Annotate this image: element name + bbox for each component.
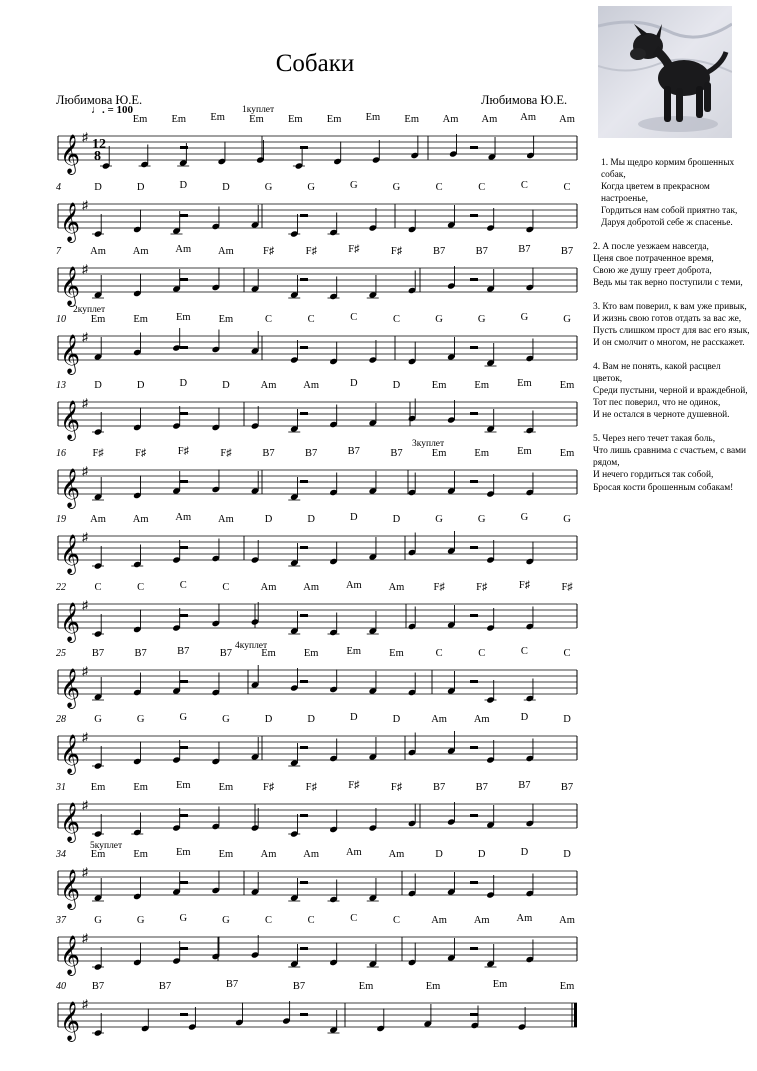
chord-symbol: B7: [305, 448, 318, 459]
lyrics-line: И жизнь свою готов отдать за вас же,: [593, 314, 742, 325]
chord-symbol: B7: [292, 981, 306, 992]
chord-symbol: D: [563, 714, 571, 725]
chord-symbol: G: [392, 182, 401, 193]
chord-symbol: G: [435, 314, 443, 325]
half-rest-icon: [470, 1013, 478, 1016]
chord-symbol: D: [94, 380, 102, 391]
chord-symbol: Em: [559, 981, 575, 992]
measure-number: 10: [56, 314, 66, 325]
lyrics-line: И нечего гордиться так собой,: [593, 470, 714, 481]
chord-symbol: B7: [219, 648, 233, 659]
chord-symbol: G: [94, 714, 102, 725]
lyrics-line: Гордиться нам собой приятно так,: [601, 206, 738, 217]
chord-symbol: Am: [260, 849, 277, 860]
chord-symbol: F♯: [262, 782, 275, 793]
chord-symbol: D: [264, 514, 273, 525]
chord-symbol: C: [520, 180, 528, 191]
half-rest-icon: [300, 480, 308, 483]
chord-symbol: C: [520, 646, 528, 657]
chord-symbol: C: [137, 582, 145, 593]
lyrics-line: Бросая кости брошенным собакам!: [593, 482, 734, 493]
measure-number: 34: [56, 849, 66, 860]
chord-symbol: C: [478, 182, 486, 193]
chord-symbol: G: [435, 514, 443, 525]
chord-symbol: G: [477, 514, 486, 525]
treble-clef-icon: 𝄞: [60, 871, 81, 908]
chord-symbol: Em: [175, 847, 191, 858]
chord-symbol: F♯: [476, 582, 488, 593]
chord-symbol: B7: [225, 979, 239, 990]
chord-symbol: G: [307, 182, 315, 193]
half-rest-icon: [470, 746, 478, 749]
chord-symbol: D: [136, 380, 145, 391]
chord-symbol: Em: [389, 648, 404, 659]
measure-number: 19: [56, 514, 66, 525]
chord-symbol: Am: [345, 847, 362, 858]
chord-symbol: C: [307, 314, 315, 325]
dog-photo-image: [598, 6, 732, 138]
verse-label: 3куплет: [412, 439, 445, 449]
chord-symbol: Am: [218, 514, 234, 525]
chord-symbol: Em: [218, 782, 234, 793]
treble-clef-icon: 𝄞: [60, 804, 81, 841]
chord-symbol: Em: [171, 114, 187, 125]
chord-symbol: D: [179, 180, 188, 191]
treble-clef-icon: 𝄞: [60, 604, 81, 641]
lyrics-line: Ценя свое потраченное время,: [593, 254, 714, 265]
lyrics-stanza-2: [593, 241, 751, 289]
chord-symbol: C: [435, 182, 443, 193]
lyrics-line: 5. Через него течет такая боль,: [593, 434, 716, 445]
half-rest-icon: [470, 412, 478, 415]
treble-clef-icon: 𝄞: [60, 1003, 81, 1040]
chord-symbol: Am: [260, 380, 277, 391]
chord-symbol: Em: [474, 448, 490, 459]
composer-left: Любимова Ю.Е.: [56, 93, 143, 107]
chord-symbol: Am: [175, 244, 192, 255]
chord-symbol: C: [265, 915, 273, 926]
key-signature-sharp-icon: ♯: [82, 330, 88, 344]
chord-symbol: B7: [177, 646, 190, 657]
half-rest-icon: [180, 546, 188, 549]
chord-symbol: Am: [481, 114, 498, 125]
half-rest-icon: [180, 881, 188, 884]
treble-clef-icon: 𝄞: [60, 204, 81, 241]
chord-symbol: F♯: [390, 782, 403, 793]
half-rest-icon: [300, 346, 308, 349]
lyrics-line: Свою же душу греет доброта,: [593, 266, 712, 277]
chord-symbol: Am: [442, 114, 459, 125]
song-title: Собаки: [275, 50, 355, 77]
chord-symbol: D: [392, 380, 401, 391]
treble-clef-icon: 𝄞: [60, 336, 81, 373]
chord-symbol: Am: [559, 114, 575, 125]
chord-symbol: Am: [516, 913, 533, 924]
half-rest-icon: [180, 214, 188, 217]
half-rest-icon: [300, 214, 308, 217]
treble-clef-icon: 𝄞: [60, 268, 81, 305]
verse-label: 5куплет: [90, 841, 123, 851]
half-rest-icon: [180, 947, 188, 950]
key-signature-sharp-icon: ♯: [82, 730, 88, 744]
chord-symbol: Em: [346, 646, 362, 657]
half-rest-icon: [180, 278, 188, 281]
half-rest-icon: [470, 146, 478, 149]
chord-symbol: Em: [133, 782, 148, 793]
chord-symbol: G: [520, 512, 529, 523]
chord-symbol: G: [264, 182, 273, 193]
lyrics-line: Среди пустыни, черной и враждебной,: [593, 386, 748, 397]
treble-clef-icon: 𝄞: [60, 736, 81, 773]
chord-symbol: D: [307, 514, 315, 525]
lyrics-block: [593, 157, 751, 505]
half-rest-icon: [470, 947, 478, 950]
chord-symbol: Am: [303, 849, 320, 860]
chord-symbol: G: [136, 915, 145, 926]
half-rest-icon: [300, 546, 308, 549]
key-signature-sharp-icon: ♯: [82, 396, 88, 410]
chord-symbol: D: [307, 714, 315, 725]
measure-number: 13: [56, 380, 66, 391]
chord-symbol: Em: [517, 378, 532, 389]
half-rest-icon: [470, 680, 478, 683]
measure-number: 37: [56, 915, 66, 926]
measure-number: 22: [56, 582, 66, 593]
chord-symbol: Am: [473, 915, 490, 926]
chord-symbol: Em: [261, 648, 276, 659]
chord-symbol: Em: [425, 981, 441, 992]
chord-symbol: F♯: [561, 582, 573, 593]
half-rest-icon: [180, 746, 188, 749]
chord-symbol: Em: [175, 780, 191, 791]
chord-symbol: Am: [520, 112, 537, 123]
chord-symbol: F♯: [433, 582, 445, 593]
chord-symbol: F♯: [518, 580, 530, 591]
chord-symbol: Em: [90, 782, 106, 793]
dog-photo: [598, 6, 732, 138]
chord-symbol: F♯: [135, 448, 147, 459]
chord-symbol: B7: [475, 782, 488, 793]
measure-number: 16: [56, 448, 66, 459]
half-rest-icon: [180, 680, 188, 683]
chord-symbol: G: [350, 180, 358, 191]
chord-symbol: Am: [132, 514, 149, 525]
chord-symbol: F♯: [177, 446, 189, 457]
key-signature-sharp-icon: ♯: [82, 798, 88, 812]
half-rest-icon: [300, 146, 308, 149]
chord-symbol: Em: [133, 314, 148, 325]
chord-symbol: B7: [158, 981, 172, 992]
chord-symbol: B7: [347, 446, 360, 457]
chord-symbol: Am: [473, 714, 490, 725]
half-rest-icon: [300, 614, 308, 617]
half-rest-icon: [300, 746, 308, 749]
key-signature-sharp-icon: ♯: [82, 464, 88, 478]
measure-number: 28: [56, 714, 66, 725]
half-rest-icon: [300, 680, 308, 683]
chord-symbol: F♯: [220, 448, 232, 459]
measure-number: 40: [56, 981, 66, 992]
chord-symbol: F♯: [390, 246, 403, 257]
chord-symbol: Am: [303, 380, 320, 391]
chord-symbol: Em: [358, 981, 374, 992]
lyrics-stanza-5: [593, 433, 751, 493]
lyrics-line: 1. Мы щедро кормим брошенных собак,: [601, 158, 735, 181]
time-signature-top: 12: [92, 137, 106, 152]
lyrics-stanza-4: [593, 361, 751, 421]
half-rest-icon: [470, 614, 478, 617]
chord-symbol: C: [350, 913, 358, 924]
chord-symbol: B7: [560, 782, 574, 793]
half-rest-icon: [470, 881, 478, 884]
lyrics-line: Когда цветем в прекрасном настроенье,: [601, 182, 710, 205]
lyrics-line: Ведь мы так верно поступили с теми,: [593, 278, 743, 289]
chord-symbol: Am: [431, 915, 447, 926]
chord-symbol: Am: [90, 514, 106, 525]
chord-symbol: D: [392, 714, 401, 725]
chord-symbol: Em: [218, 314, 234, 325]
key-signature-sharp-icon: ♯: [82, 598, 88, 612]
chord-symbol: D: [477, 849, 486, 860]
chord-symbol: F♯: [348, 780, 360, 791]
measure-number: 4: [56, 182, 61, 193]
chord-symbol: B7: [262, 448, 275, 459]
half-rest-icon: [180, 1013, 188, 1016]
lyrics-line: 2. А после уезжаем навсегда,: [593, 242, 709, 253]
chord-symbol: Em: [474, 380, 490, 391]
chord-symbol: Am: [175, 512, 192, 523]
chord-symbol: Em: [133, 849, 148, 860]
lyrics-line: Даруя добротой себе ж спасенье.: [601, 218, 733, 229]
chord-symbol: C: [563, 648, 571, 659]
chord-symbol: Em: [365, 112, 381, 123]
verse-label: 1куплет: [242, 105, 275, 115]
chord-symbol: D: [222, 182, 230, 193]
chord-symbol: Em: [559, 380, 575, 391]
chord-symbol: D: [136, 182, 145, 193]
half-rest-icon: [300, 947, 308, 950]
chord-symbol: Em: [287, 114, 303, 125]
half-rest-icon: [470, 346, 478, 349]
half-rest-icon: [300, 1013, 308, 1016]
chord-symbol: C: [179, 580, 187, 591]
chord-symbol: B7: [518, 780, 531, 791]
chord-symbol: C: [222, 582, 230, 593]
lyrics-line: 4. Вам не понять, какой расцвел цветок,: [593, 362, 721, 385]
chord-symbol: B7: [518, 244, 531, 255]
chord-symbol: B7: [560, 246, 574, 257]
chord-symbol: Am: [388, 849, 405, 860]
chord-symbol: Em: [559, 448, 575, 459]
chord-symbol: D: [264, 714, 273, 725]
lyrics-line: 3. Кто вам поверил, к вам уже привык,: [593, 302, 747, 313]
chord-symbol: C: [94, 582, 102, 593]
half-rest-icon: [300, 412, 308, 415]
chord-symbol: Em: [90, 314, 106, 325]
treble-clef-icon: 𝄞: [60, 536, 81, 573]
chord-symbol: C: [435, 648, 443, 659]
key-signature-sharp-icon: ♯: [82, 198, 88, 212]
treble-clef-icon: 𝄞: [60, 937, 81, 974]
chord-symbol: D: [392, 514, 401, 525]
chord-symbol: G: [136, 714, 145, 725]
chord-symbol: D: [350, 712, 358, 723]
chord-symbol: F♯: [348, 244, 360, 255]
chord-symbol: Am: [388, 582, 405, 593]
chord-symbol: C: [478, 648, 486, 659]
lyrics-line: И не остался в черноте душевной.: [593, 410, 730, 421]
chord-symbol: Em: [431, 448, 447, 459]
chord-symbol: Am: [431, 714, 447, 725]
chord-symbol: D: [520, 712, 529, 723]
chord-symbol: G: [563, 514, 571, 525]
half-rest-icon: [470, 214, 478, 217]
measure-number: 31: [56, 782, 66, 793]
half-rest-icon: [300, 881, 308, 884]
half-rest-icon: [470, 814, 478, 817]
lyrics-line: И он смолчит о многом, не расскажет.: [593, 338, 745, 349]
chord-symbol: G: [179, 712, 188, 723]
chord-symbol: Em: [175, 312, 191, 323]
tempo-marking: ♩. = 100: [91, 104, 134, 116]
chord-symbol: D: [563, 849, 571, 860]
chord-symbol: Em: [431, 380, 447, 391]
chord-symbol: F♯: [305, 246, 317, 257]
chord-symbol: C: [563, 182, 571, 193]
chord-symbol: F♯: [305, 782, 317, 793]
lyrics-line: Тот пес поверил, что не одинок,: [593, 398, 721, 409]
key-signature-sharp-icon: ♯: [82, 664, 88, 678]
half-rest-icon: [180, 814, 188, 817]
chord-symbol: Em: [90, 849, 106, 860]
chord-symbol: F♯: [92, 448, 104, 459]
chord-symbol: B7: [134, 648, 147, 659]
chord-symbol: B7: [475, 246, 488, 257]
treble-clef-icon: 𝄞: [60, 402, 81, 439]
chord-symbol: Em: [303, 648, 319, 659]
half-rest-icon: [470, 480, 478, 483]
chord-symbol: Am: [90, 246, 106, 257]
key-signature-sharp-icon: ♯: [82, 997, 88, 1011]
lyrics-line: Пусть слишком прост для вас его язык,: [593, 326, 750, 337]
treble-clef-icon: 𝄞: [60, 470, 81, 507]
chord-symbol: G: [94, 915, 102, 926]
composer-right: Любимова Ю.Е.: [481, 93, 568, 107]
chord-symbol: G: [477, 314, 486, 325]
half-rest-icon: [470, 546, 478, 549]
chord-symbol: C: [392, 314, 400, 325]
chord-symbol: Em: [326, 114, 342, 125]
chord-symbol: G: [520, 312, 529, 323]
chord-symbol: D: [520, 847, 529, 858]
lyrics-line: Что лишь сравнима с счастьем, с вами рядом,: [593, 446, 747, 469]
half-rest-icon: [470, 278, 478, 281]
treble-clef-icon: 𝄞: [60, 136, 81, 173]
key-signature-sharp-icon: ♯: [82, 130, 88, 144]
measure-number: 7: [56, 246, 61, 257]
chord-symbol: D: [435, 849, 443, 860]
key-signature-sharp-icon: ♯: [82, 931, 88, 945]
verse-label: 2куплет: [73, 305, 106, 315]
measure-number: 25: [56, 648, 66, 659]
half-rest-icon: [180, 614, 188, 617]
half-rest-icon: [180, 346, 188, 349]
half-rest-icon: [300, 278, 308, 281]
chord-symbol: C: [265, 314, 273, 325]
chord-symbol: B7: [432, 782, 446, 793]
chord-symbol: Em: [210, 112, 225, 123]
chord-symbol: Am: [345, 580, 362, 591]
chord-symbol: Am: [260, 582, 277, 593]
chord-symbol: F♯: [262, 246, 275, 257]
chord-symbol: B7: [390, 448, 403, 459]
treble-clef-icon: 𝄞: [60, 670, 81, 707]
key-signature-sharp-icon: ♯: [82, 262, 88, 276]
chord-symbol: G: [222, 915, 230, 926]
lyrics-stanza-1: [593, 157, 751, 230]
chord-symbol: Am: [559, 915, 575, 926]
chord-symbol: Am: [132, 246, 149, 257]
half-rest-icon: [180, 412, 188, 415]
chord-symbol: G: [179, 913, 188, 924]
key-signature-sharp-icon: ♯: [82, 865, 88, 879]
chord-symbol: B7: [91, 981, 105, 992]
chord-symbol: D: [222, 380, 230, 391]
chord-symbol: D: [350, 378, 358, 389]
chord-symbol: D: [350, 512, 358, 523]
chord-symbol: C: [307, 915, 315, 926]
chord-symbol: D: [179, 378, 188, 389]
verse-label: 4куплет: [235, 641, 268, 651]
chord-symbol: Em: [404, 114, 420, 125]
chord-symbol: Em: [218, 849, 234, 860]
chord-symbol: C: [350, 312, 358, 323]
chord-symbol: G: [222, 714, 230, 725]
chord-symbol: Am: [218, 246, 234, 257]
chord-symbol: C: [392, 915, 400, 926]
lyrics-stanza-3: [593, 301, 751, 349]
chord-symbol: B7: [91, 648, 105, 659]
chord-symbol: D: [94, 182, 102, 193]
time-signature-bottom: 8: [94, 149, 101, 164]
chord-symbol: Em: [132, 114, 148, 125]
chord-symbol: Am: [303, 582, 320, 593]
chord-symbol: Em: [517, 446, 532, 457]
chord-symbol: Em: [249, 114, 264, 125]
half-rest-icon: [180, 480, 188, 483]
half-rest-icon: [300, 814, 308, 817]
key-signature-sharp-icon: ♯: [82, 530, 88, 544]
chord-symbol: B7: [432, 246, 446, 257]
chord-symbol: Em: [492, 979, 508, 990]
chord-symbol: G: [563, 314, 571, 325]
